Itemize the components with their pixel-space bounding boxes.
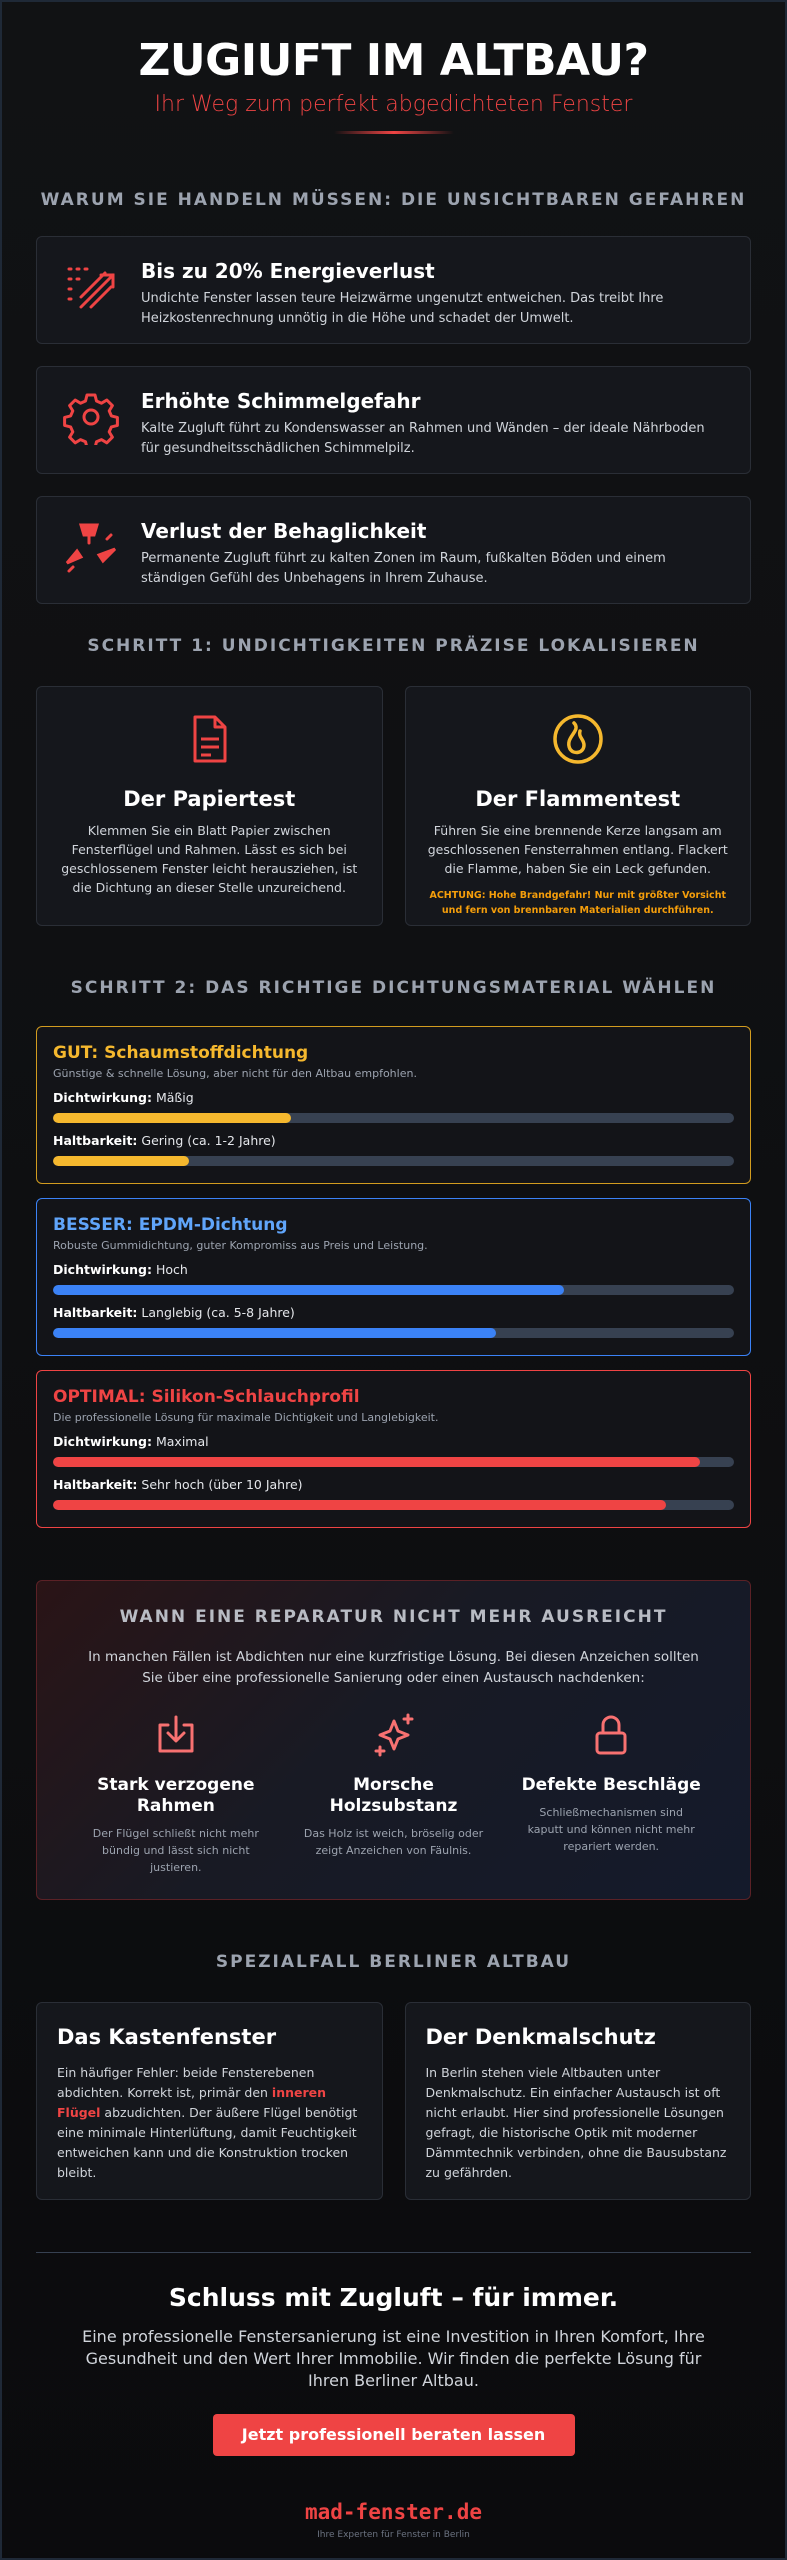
step1-section: [36, 636, 751, 926]
step2-title: SCHRITT 2: DAS RICHTIGE DICHTUNGSMATERIAL WÄHLEN: [70, 978, 717, 998]
fire-warning: ACHTUNG: Hohe Brandgefahr! Nur mit größter Vorsicht und fern von brennbaren Materialien durchführen.: [429, 890, 726, 916]
repair-item-title: Defekte Beschläge: [521, 1775, 701, 1795]
material-card-foam: [36, 1026, 751, 1184]
danger-title-comfort: Verlust der Behaglichkeit: [141, 519, 427, 543]
sparkle-icon: [370, 1711, 418, 1759]
final-title: Schluss mit Zugluft – für immer.: [168, 2283, 619, 2312]
footer-tagline: Ihre Experten für Fenster in Berlin: [317, 2530, 470, 2540]
kastenfenster-text: Ein häufiger Fehler: beide Fensterebenen abdichten. Korrekt ist, primär den inneren Flügel abzudichten. Der äußere Flügel benötigt eine minimale Hinterlüftung, damit Feuchtigkeit entweichen kann und die Konstruktion trocken bleibt.: [57, 2065, 358, 2180]
material-title: GUT: Schaumstoffdichtung: [53, 1043, 309, 1063]
berlin-title: SPEZIALFALL BERLINER ALTBAU: [215, 1952, 572, 1972]
effect-bar: [53, 1285, 734, 1295]
flame-test-title: Der Flammentest: [475, 787, 681, 811]
effect-label: Dichtwirkung: Maximal: [53, 1434, 209, 1449]
effect-label: Dichtwirkung: Mäßig: [53, 1090, 194, 1105]
durability-label: Haltbarkeit: Gering (ca. 1-2 Jahre): [53, 1133, 276, 1148]
material-desc: Die professionelle Lösung für maximale Dichtigkeit und Langlebigkeit.: [53, 1411, 439, 1424]
material-desc: Günstige & schnelle Lösung, aber nicht für den Altbau empfohlen.: [53, 1067, 417, 1080]
durability-label: Haltbarkeit: Sehr hoch (über 10 Jahre): [53, 1477, 303, 1492]
discomfort-icon: [63, 519, 119, 575]
final-text: Eine professionelle Fenstersanierung ist eine Investition in Ihren Komfort, Ihre Gesundheit und den Wert Ihrer Immobilie. Wir finden die perfekte Lösung für Ihren Berliner Altbau.: [82, 2327, 705, 2390]
repair-item-text: Der Flügel schließt nicht mehr bündig und lässt sich nicht justieren.: [92, 1827, 259, 1874]
final-section: [36, 2253, 751, 2456]
repair-title: WANN EINE REPARATUR NICHT MEHR AUSREICHT: [119, 1607, 668, 1627]
durability-label: Haltbarkeit: Langlebig (ca. 5-8 Jahre): [53, 1305, 295, 1320]
dangers-section: [36, 190, 751, 604]
effect-bar-fill: [53, 1113, 291, 1123]
repair-item-hardware: [502, 1711, 720, 1876]
repair-item-title: Morsche Holzsubstanz: [329, 1775, 458, 1816]
durability-bar-fill: [53, 1328, 496, 1338]
repair-intro: In manchen Fällen ist Abdichten nur eine kurzfristige Lösung. Bei diesen Anzeichen sollten Sie über eine professionelle Sanierung oder einen Austausch nachdenken:: [88, 1649, 699, 1686]
material-title: OPTIMAL: Silikon-Schlauchprofil: [53, 1387, 360, 1407]
paper-test-title: Der Papiertest: [123, 787, 296, 811]
repair-section: [36, 1580, 751, 1900]
danger-text-energy: Undichte Fenster lassen teure Heizwärme ungenutzt entweichen. Das treibt Ihre Heizkostenrechnung unnötig in die Höhe und schadet der Umwelt.: [141, 291, 664, 326]
effect-bar: [53, 1457, 734, 1467]
flame-icon: [550, 711, 606, 767]
material-desc: Robuste Gummidichtung, guter Kompromiss aus Preis und Leistung.: [53, 1239, 428, 1252]
hero: [36, 2, 751, 134]
denkmalschutz-title: Der Denkmalschutz: [425, 2025, 656, 2049]
gear-icon: [63, 389, 119, 445]
danger-title-energy: Bis zu 20% Energieverlust: [141, 259, 435, 283]
paper-test-text: Klemmen Sie ein Blatt Papier zwischen Fensterflügel und Rahmen. Lässt es sich bei geschlossenem Fenster leicht herausziehen, ist die Dichtung an dieser Stelle unzureichend.: [61, 823, 358, 895]
highlight-inner-sash: inneren Flügel: [57, 2085, 327, 2120]
danger-card-mold: [36, 366, 751, 474]
berlin-section: [36, 1952, 751, 2200]
page-subtitle: Ihr Weg zum perfekt abgedichteten Fenster: [154, 92, 633, 117]
step1-title: SCHRITT 1: UNDICHTIGKEITEN PRÄZISE LOKALISIEREN: [87, 636, 700, 656]
lock-icon: [587, 1711, 635, 1759]
consultation-button[interactable]: Jetzt professionell beraten lassen: [213, 2414, 575, 2456]
effect-label: Dichtwirkung: Hoch: [53, 1262, 188, 1277]
effect-bar: [53, 1113, 734, 1123]
danger-card-energy: [36, 236, 751, 344]
brand-link[interactable]: mad-fenster.de: [304, 2500, 482, 2524]
step2-section: [36, 978, 751, 1528]
title-underline: [334, 131, 454, 134]
warped-frame-icon: [152, 1711, 200, 1759]
energy-arrows-icon: [63, 259, 119, 315]
danger-text-comfort: Permanente Zugluft führt zu kalten Zonen im Raum, fußkalten Böden und einem ständigen Gefühl des Unbehagens in Ihrem Zuhause.: [141, 551, 666, 586]
durability-bar: [53, 1500, 734, 1510]
flame-test-card: [405, 686, 752, 926]
material-card-silicone: [36, 1370, 751, 1528]
repair-item-title: Stark verzogene Rahmen: [97, 1775, 255, 1816]
flame-test-text: Führen Sie eine brennende Kerze langsam am geschlossenen Fensterrahmen entlang. Flackert die Flamme, haben Sie ein Leck gefunden.: [427, 823, 728, 876]
repair-item-wood: [285, 1711, 503, 1876]
material-card-epdm: [36, 1198, 751, 1356]
effect-bar-fill: [53, 1285, 564, 1295]
danger-card-comfort: [36, 496, 751, 604]
denkmalschutz-card: [405, 2002, 752, 2200]
durability-bar-fill: [53, 1156, 189, 1166]
material-title: BESSER: EPDM-Dichtung: [53, 1215, 288, 1235]
page-title: ZUGIUFT IM ALTBAU?: [138, 35, 649, 86]
repair-item-text: Das Holz ist weich, bröselig oder zeigt Anzeichen von Fäulnis.: [303, 1827, 484, 1857]
dangers-title: WARUM SIE HANDELN MÜSSEN: DIE UNSICHTBAREN GEFAHREN: [40, 190, 747, 210]
denkmalschutz-text: In Berlin stehen viele Altbauten unter Denkmalschutz. Ein einfacher Austausch ist oft nicht erlaubt. Hier sind professionelle Lösungen gefragt, die historische Optik mit moderner Dämmtechnik verbinden, ohne die Bausubstanz zu gefährden.: [425, 2065, 727, 2180]
durability-bar: [53, 1328, 734, 1338]
paper-test-card: [36, 686, 383, 926]
repair-item-frame: [67, 1711, 285, 1876]
document-icon: [181, 711, 237, 767]
effect-bar-fill: [53, 1457, 700, 1467]
durability-bar-fill: [53, 1500, 666, 1510]
kastenfenster-card: [36, 2002, 383, 2200]
danger-title-mold: Erhöhte Schimmelgefahr: [141, 389, 421, 413]
danger-text-mold: Kalte Zugluft führt zu Kondenswasser an Rahmen und Wänden – der ideale Nährboden für gesundheitsschädlichen Schimmelpilz.: [141, 421, 705, 456]
footer: [36, 2500, 751, 2540]
kastenfenster-title: Das Kastenfenster: [57, 2025, 277, 2049]
durability-bar: [53, 1156, 734, 1166]
repair-item-text: Schließmechanismen sind kaputt und können nicht mehr repariert werden.: [527, 1806, 695, 1853]
